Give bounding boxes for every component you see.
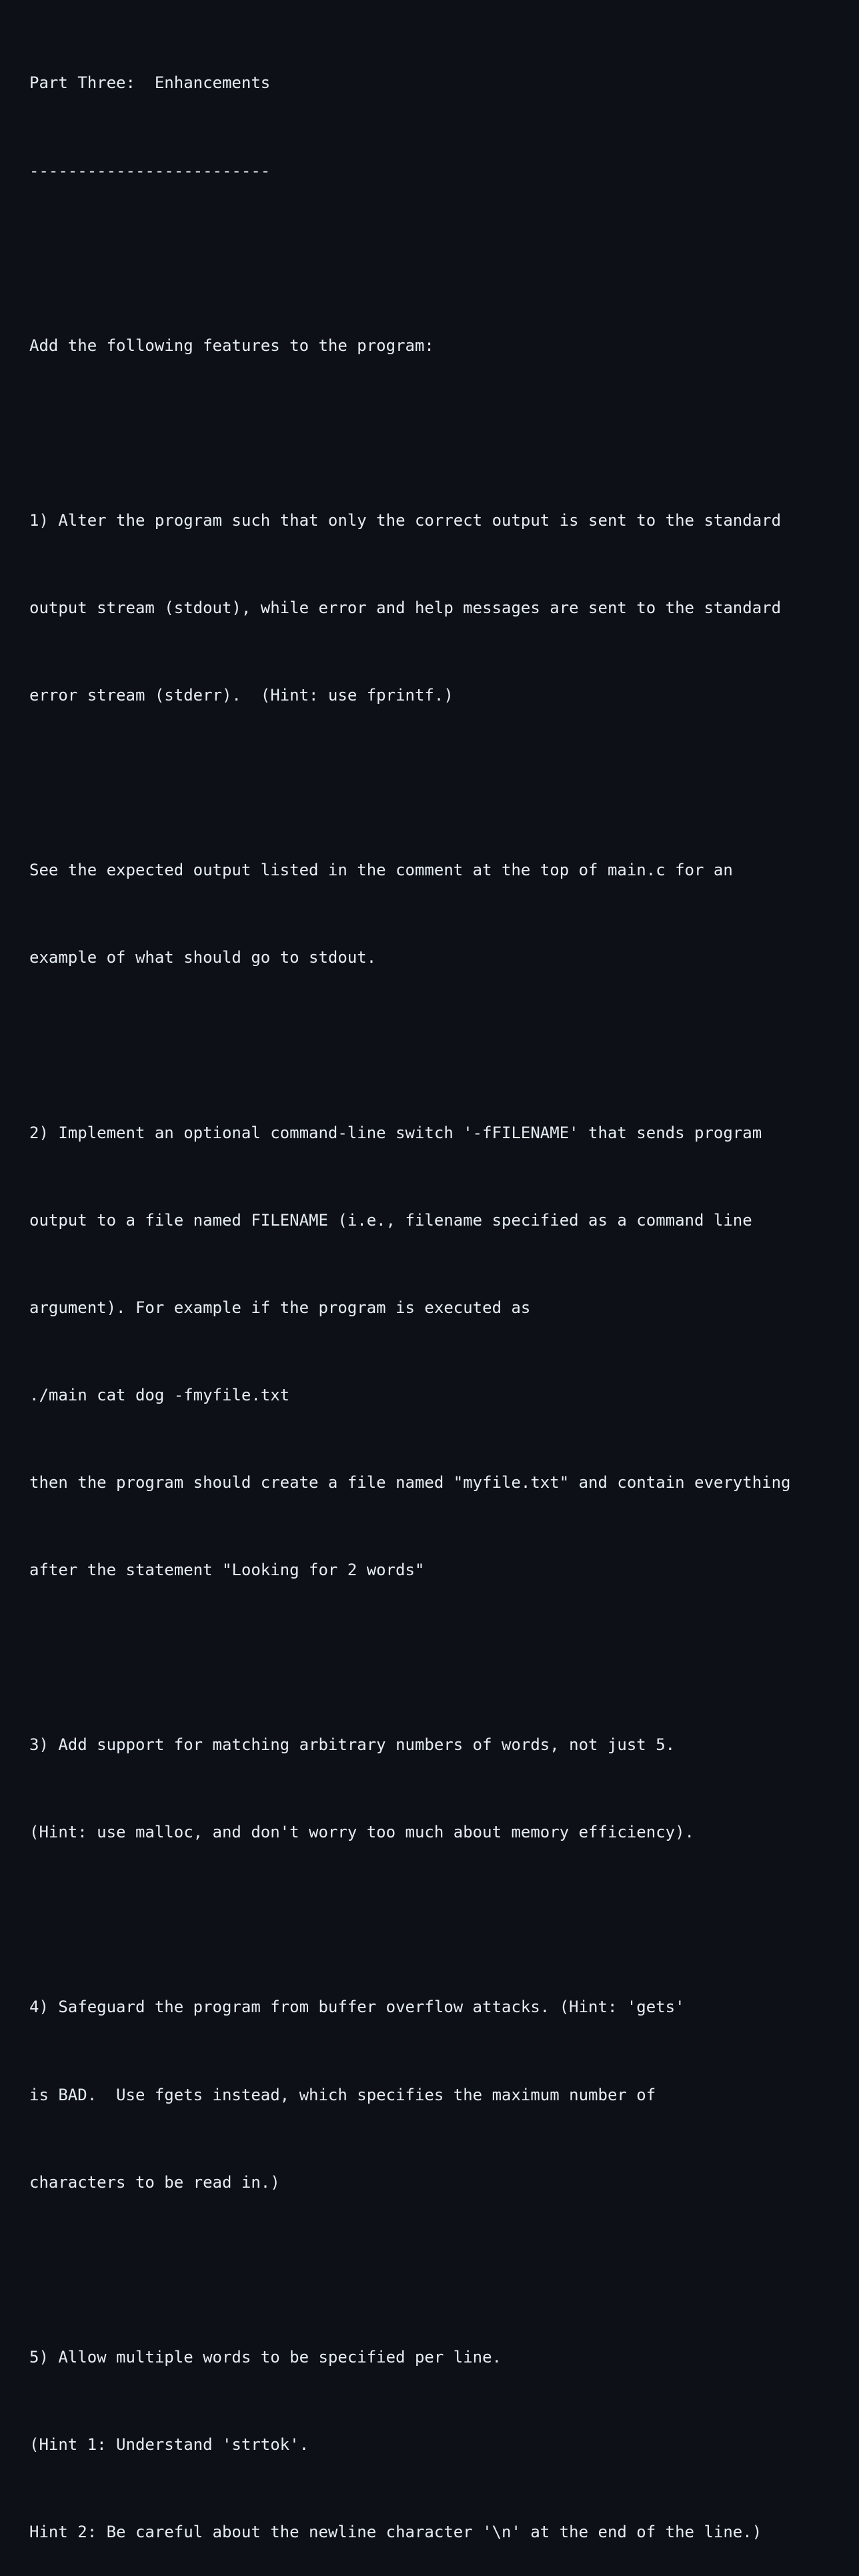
- item-4-line: 4) Safeguard the program from buffer overflow attacks. (Hint: 'gets': [29, 1998, 685, 2017]
- blank-line: [29, 419, 791, 448]
- item-5-line: (Hint 1: Understand 'strtok'.: [29, 2435, 309, 2454]
- item-2-line: after the statement "Looking for 2 words": [29, 1561, 425, 1579]
- blank-line: [29, 1643, 791, 1673]
- item-2-line: 2) Implement an optional command-line switch '-fFILENAME' that sends program: [29, 1123, 762, 1142]
- item-1-note-line: example of what should go to stdout.: [29, 948, 377, 967]
- heading-underline: -------------------------: [29, 161, 271, 180]
- blank-line: [29, 2256, 791, 2285]
- item-1-line: output stream (stdout), while error and help messages are sent to the standard: [29, 598, 782, 617]
- item-2-line: argument). For example if the program is executed as: [29, 1298, 531, 1317]
- item-5-line: Hint 2: Be careful about the newline character '\n' at the end of the line.): [29, 2523, 762, 2542]
- item-1-line: 1) Alter the program such that only the correct output is sent to the standard: [29, 510, 782, 530]
- item-4-line: is BAD. Use fgets instead, which specifies the maximum number of: [29, 2085, 656, 2104]
- heading-line: Part Three: Enhancements: [29, 73, 271, 93]
- item-2-command-line: ./main cat dog -fmyfile.txt: [29, 1385, 290, 1404]
- item-1-note-line: See the expected output listed in the comment at the top of main.c for an: [29, 861, 733, 880]
- item-2-line: output to a file named FILENAME (i.e., filename specified as a command line: [29, 1210, 752, 1230]
- item-3-line: (Hint: use malloc, and don't worry too much about memory efficiency).: [29, 1823, 694, 1842]
- item-4-line: characters to be read in.): [29, 2172, 280, 2192]
- intro-line: Add the following features to the program:: [29, 336, 434, 355]
- blank-line: [29, 244, 791, 274]
- item-2-line: then the program should create a file named "myfile.txt" and contain everything: [29, 1472, 791, 1492]
- blank-line: [29, 1905, 791, 1935]
- item-3-line: 3) Add support for matching arbitrary numbers of words, not just 5.: [29, 1735, 676, 1755]
- item-5-line: 5) Allow multiple words to be specified per line.: [29, 2347, 502, 2367]
- blank-line: [29, 769, 791, 798]
- item-1-line: error stream (stderr). (Hint: use fprintf.): [29, 686, 454, 705]
- document-text: [29, 11, 791, 2576]
- blank-line: [29, 1031, 791, 1060]
